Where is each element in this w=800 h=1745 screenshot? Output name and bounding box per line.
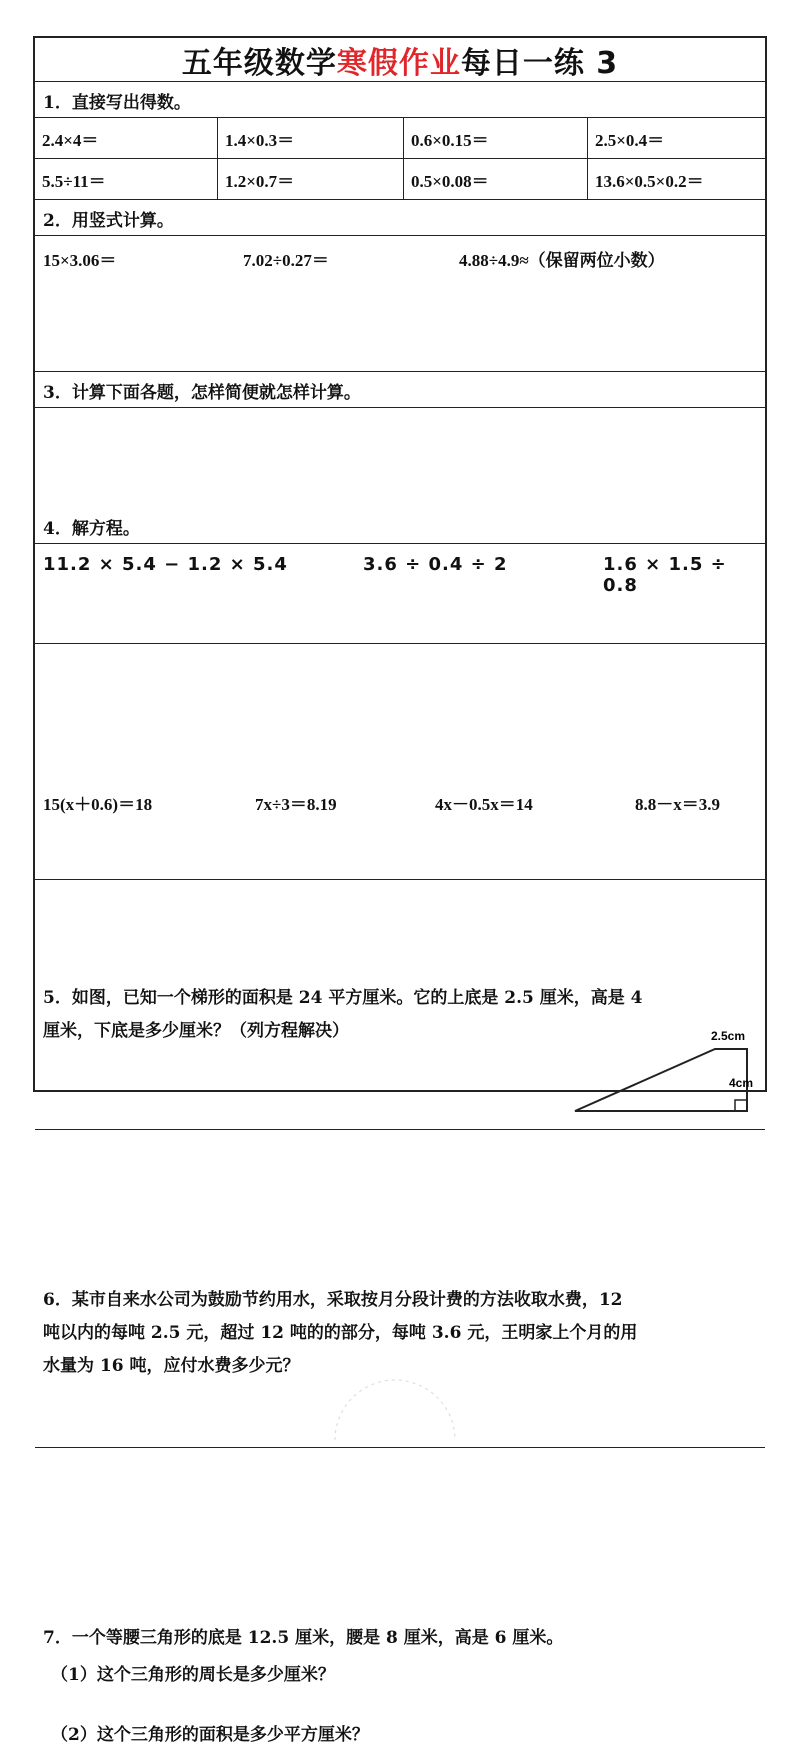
q1-cell: 0.5×0.08＝ [404,159,588,200]
height-label: 4cm [729,1076,754,1090]
q1-heading: 1．直接写出得数。 [43,92,191,113]
q4-item: 4x－0.5x＝14 [435,795,533,814]
q1-grid-row [35,118,765,200]
q4-item: 7x÷3＝8.19 [255,795,337,814]
q2-item: 15×3.06＝ [43,251,117,270]
q1-grid [35,118,765,200]
trapezoid-shape [575,1049,747,1111]
q1-cell: 0.6×0.15＝ [404,118,588,159]
q3-item: 11.2 × 5.4 − 1.2 × 5.4 [43,554,288,575]
q3-heading: 3．计算下面各题，怎样简便就怎样计算。 [43,382,361,403]
q4-heading: 4．解方程。 [43,518,140,539]
q7-heading: 7．一个等腰三角形的底是 12.5 厘米，腰是 8 厘米，高是 6 厘米。 [43,1628,564,1648]
page-title [182,38,618,82]
q2-item: 4.88÷4.9≈（保留两位小数） [459,251,665,270]
q4-answer-area [35,780,765,880]
q2-answer-area [35,236,765,372]
right-angle-mark [735,1100,747,1111]
q1-cell: 13.6×0.5×0.2＝ [595,172,704,191]
q3-heading-row [35,372,765,408]
q6-line: 6．某市自来水公司为鼓励节约用水，采取按月分段计费的方法收取水费，12 [43,1290,623,1310]
q1-cell: 2.4×4＝ [35,118,218,159]
title-row [35,38,765,82]
q5-line: 5．如图，已知一个梯形的面积是 24 平方厘米。它的上底是 2.5 厘米，高是 4 [43,988,643,1008]
q1-cell: 1.2×0.7＝ [218,159,404,200]
title-part2: 每日一练 3 [460,45,619,81]
q6-line: 水量为 16 吨，应付水费多少元？ [43,1356,300,1376]
q4-heading-row [35,508,765,544]
trapezoid-figure [565,1020,765,1120]
q3-item: 1.6 × 1.5 ÷ 0.8 [603,554,727,596]
q2-item: 7.02÷0.27＝ [243,251,329,270]
q4-item: 15(x＋0.6)＝18 [43,795,153,814]
q1-cell: 1.4×0.3＝ [218,118,404,159]
q1-heading-row [35,82,765,118]
top-base-label: 2.5cm [711,1029,746,1043]
q2-heading: 2．用竖式计算。 [43,210,174,231]
q3-item: 3.6 ÷ 0.4 ÷ 2 [363,554,508,575]
title-part1: 五年级数学 [181,45,337,81]
q6-text [35,1280,765,1383]
q2-heading-row [35,200,765,236]
watermark-stamp [315,1370,475,1450]
q3-answer-area [35,544,765,644]
q7-sub2: （2）这个三角形的面积是多少平方厘米？ [51,1725,369,1745]
q5-area [35,980,765,1130]
q7-area [35,1616,765,1744]
q1-cell: 5.5÷11＝ [35,159,218,200]
q4-item: 8.8－x＝3.9 [635,795,720,814]
worksheet [33,36,767,1745]
q6-area [35,1280,765,1448]
q5-line: 厘米，下底是多少厘米？（列方程解决） [43,1021,349,1041]
title-highlight: 寒假作业 [336,45,461,81]
q1-cell: 2.5×0.4＝ [588,118,765,159]
q6-line: 吨以内的每吨 2.5 元，超过 12 吨的的部分，每吨 3.6 元，王明家上个月的用 [43,1323,638,1343]
q7-sub1: （1）这个三角形的周长是多少厘米？ [51,1665,335,1685]
